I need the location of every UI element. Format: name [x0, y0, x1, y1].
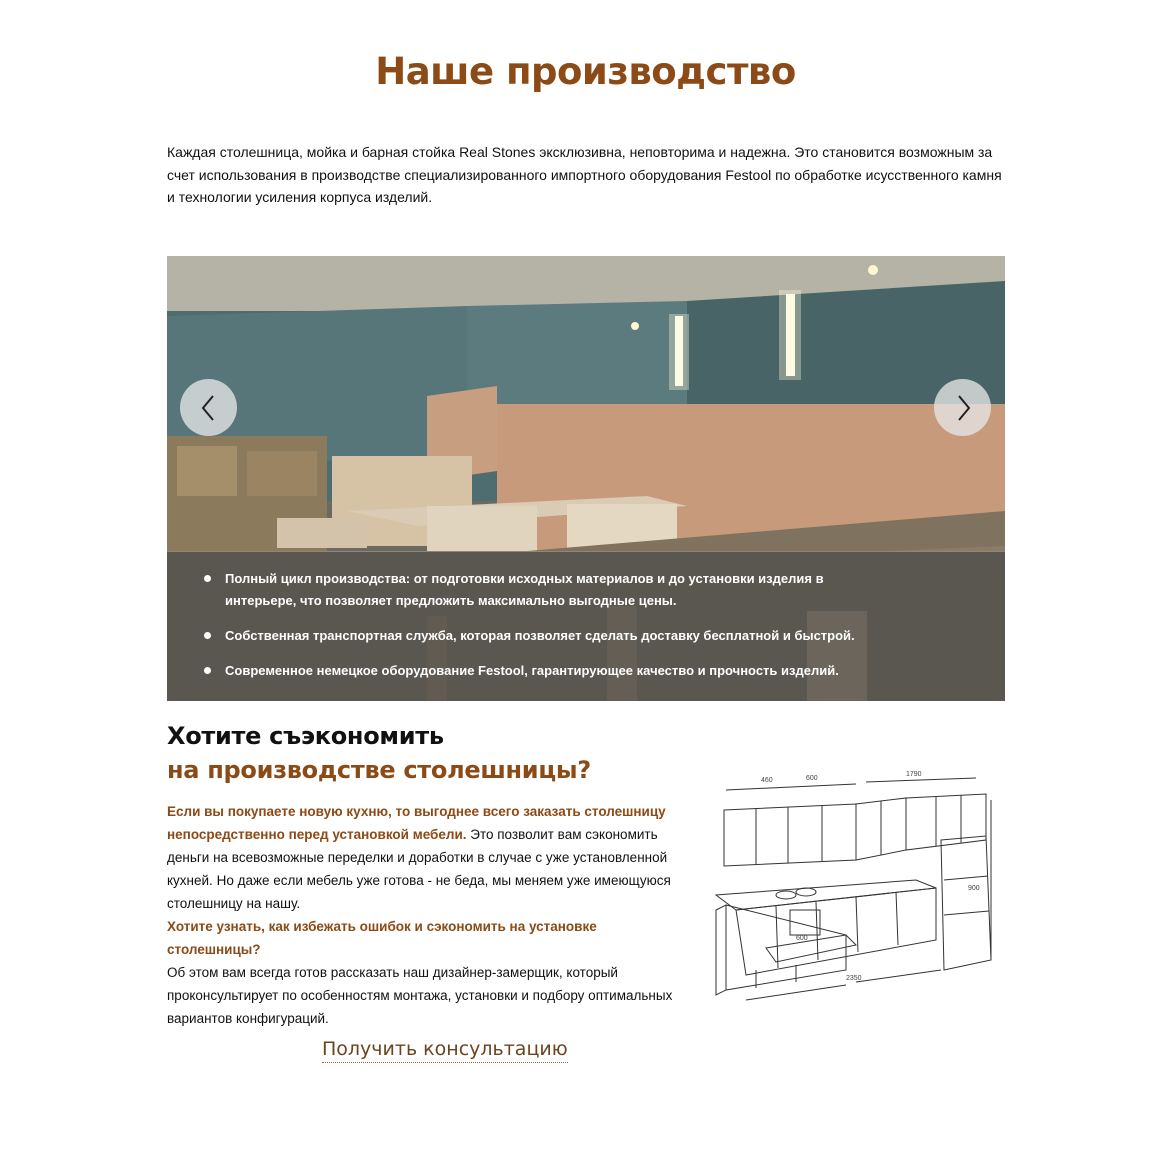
- save-title-line1: Хотите съэкономить: [167, 722, 444, 750]
- svg-text:2350: 2350: [846, 975, 862, 982]
- svg-text:1790: 1790: [906, 771, 922, 778]
- save-p2-text: Об этом вам всегда готов рассказать наш дизайнер-замерщик, который проконсультирует по особенностям монтажа, установки и подбору оптимальных вариантов конфигураций.: [167, 965, 673, 1026]
- save-description: [167, 800, 692, 1030]
- save-p1-text: Это позволит вам сэкономить деньги на всевозможные переделки и доработки в случае с уже установленной кухней. Но даже если мебель уже готова - не беда, мы меняем уже имеющуюся столешницу на нашу.: [167, 827, 671, 911]
- svg-text:600: 600: [796, 935, 808, 942]
- feature-list: [167, 552, 1005, 682]
- feature-item-full-cycle: Полный цикл производства: от подготовки исходных материалов и до установки изделия в интерьере, что позволяет предложить максимально выгодные цены.: [205, 568, 875, 612]
- svg-text:900: 900: [968, 885, 980, 892]
- intro-text: Каждая столешница, мойка и барная стойка Real Stones эксклюзивна, неповторима и надежна. Это становится возможным за счет использования в производстве специализированного импортного оборудования Festool по обработке исусственного камня и технологии усиления корпуса изделий.: [167, 144, 1002, 205]
- feature-item-transport: Собственная транспортная служба, которая позволяет сделать доставку бесплатной и быстрой.: [205, 625, 1005, 647]
- slider-prev-button[interactable]: [180, 379, 237, 436]
- page-title: Наше производство: [375, 50, 796, 93]
- production-slider[interactable]: [167, 256, 1005, 701]
- save-title-line2: на производстве столешницы?: [167, 756, 591, 784]
- slider-caption: [167, 552, 1005, 701]
- save-p1-accent: Если вы покупаете новую кухню, то выгоднее всего заказать столешницу непосредственно перед установкой мебели.: [167, 804, 666, 842]
- save-p2-accent: Хотите узнать, как избежать ошибок и сэкономить на установке столешницы?: [167, 919, 597, 957]
- slider-next-button[interactable]: [934, 379, 991, 436]
- svg-text:460: 460: [761, 777, 773, 784]
- kitchen-sketch-image: [706, 770, 1001, 1010]
- svg-text:600: 600: [806, 775, 818, 782]
- consultation-link[interactable]: Получить консультацию: [322, 1038, 568, 1063]
- chevron-right-icon: [953, 393, 973, 423]
- chevron-left-icon: [199, 393, 219, 423]
- feature-item-equipment: Современное немецкое оборудование Festool, гарантирующее качество и прочность изделий.: [205, 660, 1005, 682]
